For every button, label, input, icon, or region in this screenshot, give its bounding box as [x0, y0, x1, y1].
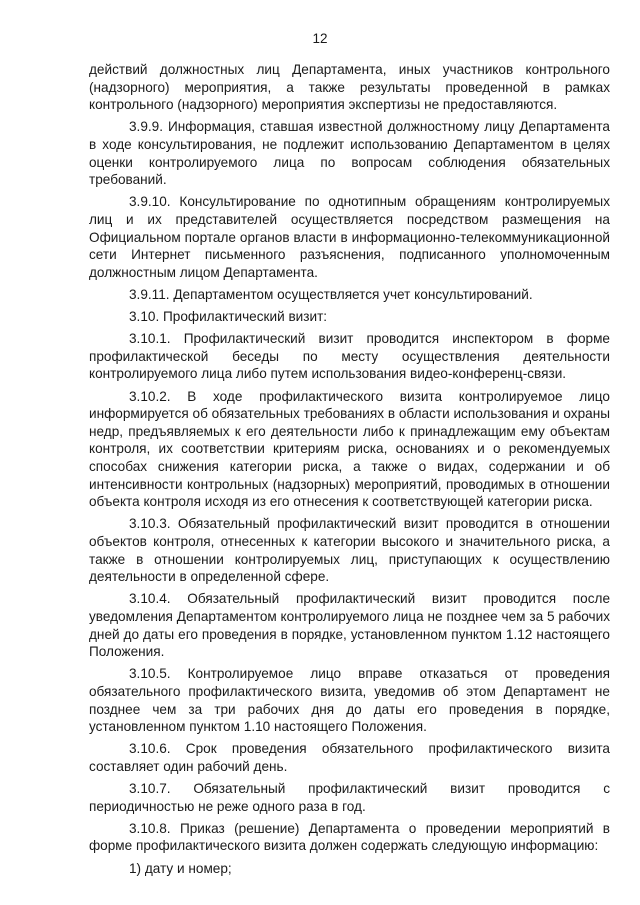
paragraph: 3.10.4. Обязательный профилактический визит проводится после уведомления Департаментом контролируемого лица не позднее чем за 5 рабочих дней до даты его проведения в порядке, установленном пунктом 1.12 настоящего Положения.	[89, 591, 610, 660]
paragraph: 3.10.3. Обязательный профилактический визит проводится в отношении объектов контроля, отнесенных к категории высокого и значительного риска, а также в отношении контролируемых лиц, приступающих к осуществлению деятельности в определенной сфере.	[89, 516, 610, 585]
paragraph: 3.9.9. Информация, ставшая известной должностному лицу Департамента в ходе консультирования, не подлежит использованию Департаментом в целях оценки контролируемого лица по вопросам соблюдения обязательных требований.	[89, 119, 610, 188]
document-body	[89, 61, 610, 882]
section-heading: 3.10. Профилактический визит:	[129, 309, 328, 325]
paragraph: 3.10.1. Профилактический визит проводится инспектором в форме профилактической беседы по месту осуществления деятельности контролируемого лица либо путем использования видео-конференц-связи.	[89, 331, 610, 382]
page-number: 12	[312, 31, 328, 46]
paragraph: 3.10.6. Срок проведения обязательного профилактического визита составляет один рабочий день.	[89, 741, 610, 774]
paragraph: 3.10.2. В ходе профилактического визита контролируемое лицо информируется об обязательных требованиях в области использования и охраны недр, предъявляемых к его деятельности либо к принадлежащим ему объектам контроля, их соответствии критериям риска, основаниях и о рекомендуемых способах снижения категории риска, а также о видах, содержании и об интенсивности контрольных (надзорных) мероприятий, проводимых в отношении объекта контроля исходя из его отнесения к соответствующей категории риска.	[89, 388, 610, 510]
paragraph: действий должностных лиц Департамента, иных участников контрольного (надзорного) мероприятия, а также результаты проведенной в рамках контрольного (надзорного) мероприятия экспертизы не предоставляются.	[89, 62, 610, 113]
list-item: 1) дату и номер;	[129, 860, 232, 876]
paragraph: 3.10.5. Контролируемое лицо вправе отказаться от проведения обязательного профилактического визита, уведомив об этом Департамент не позднее чем за три рабочих дня до даты его проведения в порядке, установленном пунктом 1.10 настоящего Положения.	[89, 666, 610, 735]
paragraph: 3.9.11. Департаментом осуществляется учет консультирований.	[129, 286, 533, 302]
paragraph: 3.10.7. Обязательный профилактический визит проводится с периодичностью не реже одного раза в год.	[89, 781, 610, 814]
paragraph: 3.9.10. Консультирование по однотипным обращениям контролируемых лиц и их представителей осуществляется посредством размещения на Официальном портале органов власти в информационно-телекоммуникационной сети Интернет письменного разъяснения, подписанного уполномоченным должностным лицом Департамента.	[89, 194, 610, 280]
paragraph: 3.10.8. Приказ (решение) Департамента о проведении мероприятий в форме профилактического визита должен содержать следующую информацию:	[89, 820, 610, 854]
